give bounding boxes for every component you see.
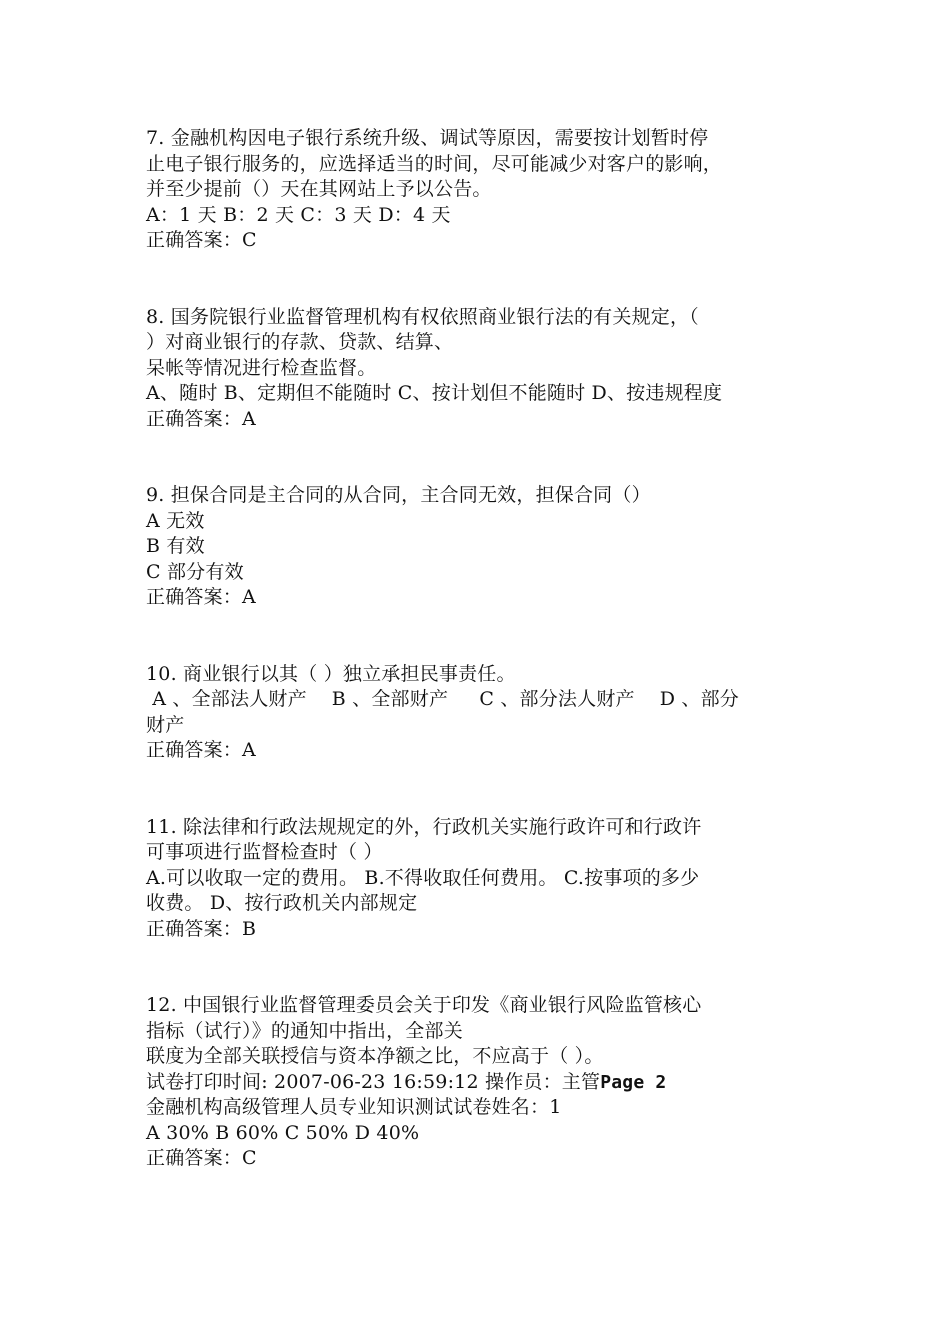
- answer-options: A、随时 B、定期但不能随时 C、按计划但不能随时 D、按违规程度: [146, 382, 723, 404]
- answer-option: C 部分有效: [146, 560, 244, 583]
- page-number: Page 2: [600, 1071, 667, 1093]
- question-text: 止电子银行服务的，应选择适当的时间，尽可能减少对客户的影响，: [146, 152, 723, 175]
- print-footer: [146, 1070, 816, 1096]
- answer-options: A 、全部法人财产 B 、全部财产 C 、部分法人财产 D 、部分: [146, 688, 739, 710]
- answer-option: B 有效: [146, 535, 205, 557]
- answer-option: A 无效: [146, 509, 205, 532]
- correct-answer: 正确答案：C: [146, 229, 257, 251]
- question-text: 11. 除法律和行政法规规定的外，行政机关实施行政许可和行政许: [146, 815, 702, 838]
- answer-options: A 30% B 60% C 50% D 40%: [146, 1121, 420, 1144]
- question-text: 可事项进行监督检查时（ ）: [146, 841, 383, 863]
- question-text: 7. 金融机构因电子银行系统升级、调试等原因，需要按计划暂时停: [146, 127, 709, 149]
- question-text: 12. 中国银行业监督管理委员会关于印发《商业银行风险监管核心: [146, 994, 702, 1016]
- exam-page: [146, 126, 816, 1172]
- question-7: [146, 126, 816, 254]
- question-text: ）对商业银行的存款、贷款、结算、: [146, 331, 454, 353]
- answer-options: 财产: [146, 713, 185, 736]
- question-text: 10. 商业银行以其（ ）独立承担民事责任。: [146, 662, 516, 685]
- question-12: [146, 993, 816, 1172]
- correct-answer: 正确答案：A: [146, 407, 256, 430]
- correct-answer: 正确答案：B: [146, 917, 257, 940]
- print-info: 试卷打印时间: 2007-06-23 16:59:12 操作员：主管: [146, 1070, 601, 1093]
- correct-answer: 正确答案：A: [146, 739, 256, 761]
- question-text: 联度为全部关联授信与资本净额之比，不应高于（ ）。: [146, 1045, 604, 1067]
- question-9: [146, 483, 816, 611]
- question-text: 指标（试行）》的通知中指出，全部关: [146, 1019, 463, 1042]
- question-text: 并至少提前（）天在其网站上予以公告。: [146, 178, 492, 200]
- question-10: [146, 662, 816, 764]
- correct-answer: 正确答案：A: [146, 586, 256, 608]
- correct-answer: 正确答案：C: [146, 1147, 257, 1169]
- question-8: [146, 305, 816, 433]
- answer-options: A：1 天 B：2 天 C：3 天 D：4 天: [146, 203, 451, 226]
- answer-options: A.可以收取一定的费用。 B.不得收取任何费用。 C.按事项的多少: [146, 866, 700, 889]
- exam-header: 金融机构高级管理人员专业知识测试试卷姓名：1: [146, 1096, 562, 1118]
- question-11: [146, 815, 816, 943]
- question-text: 8. 国务院银行业监督管理机构有权依照商业银行法的有关规定，（: [146, 305, 699, 328]
- question-text: 9. 担保合同是主合同的从合同，主合同无效，担保合同（）: [146, 484, 651, 506]
- question-text: 呆帐等情况进行检查监督。: [146, 356, 377, 379]
- answer-options: 收费。 D、按行政机关内部规定: [146, 892, 418, 914]
